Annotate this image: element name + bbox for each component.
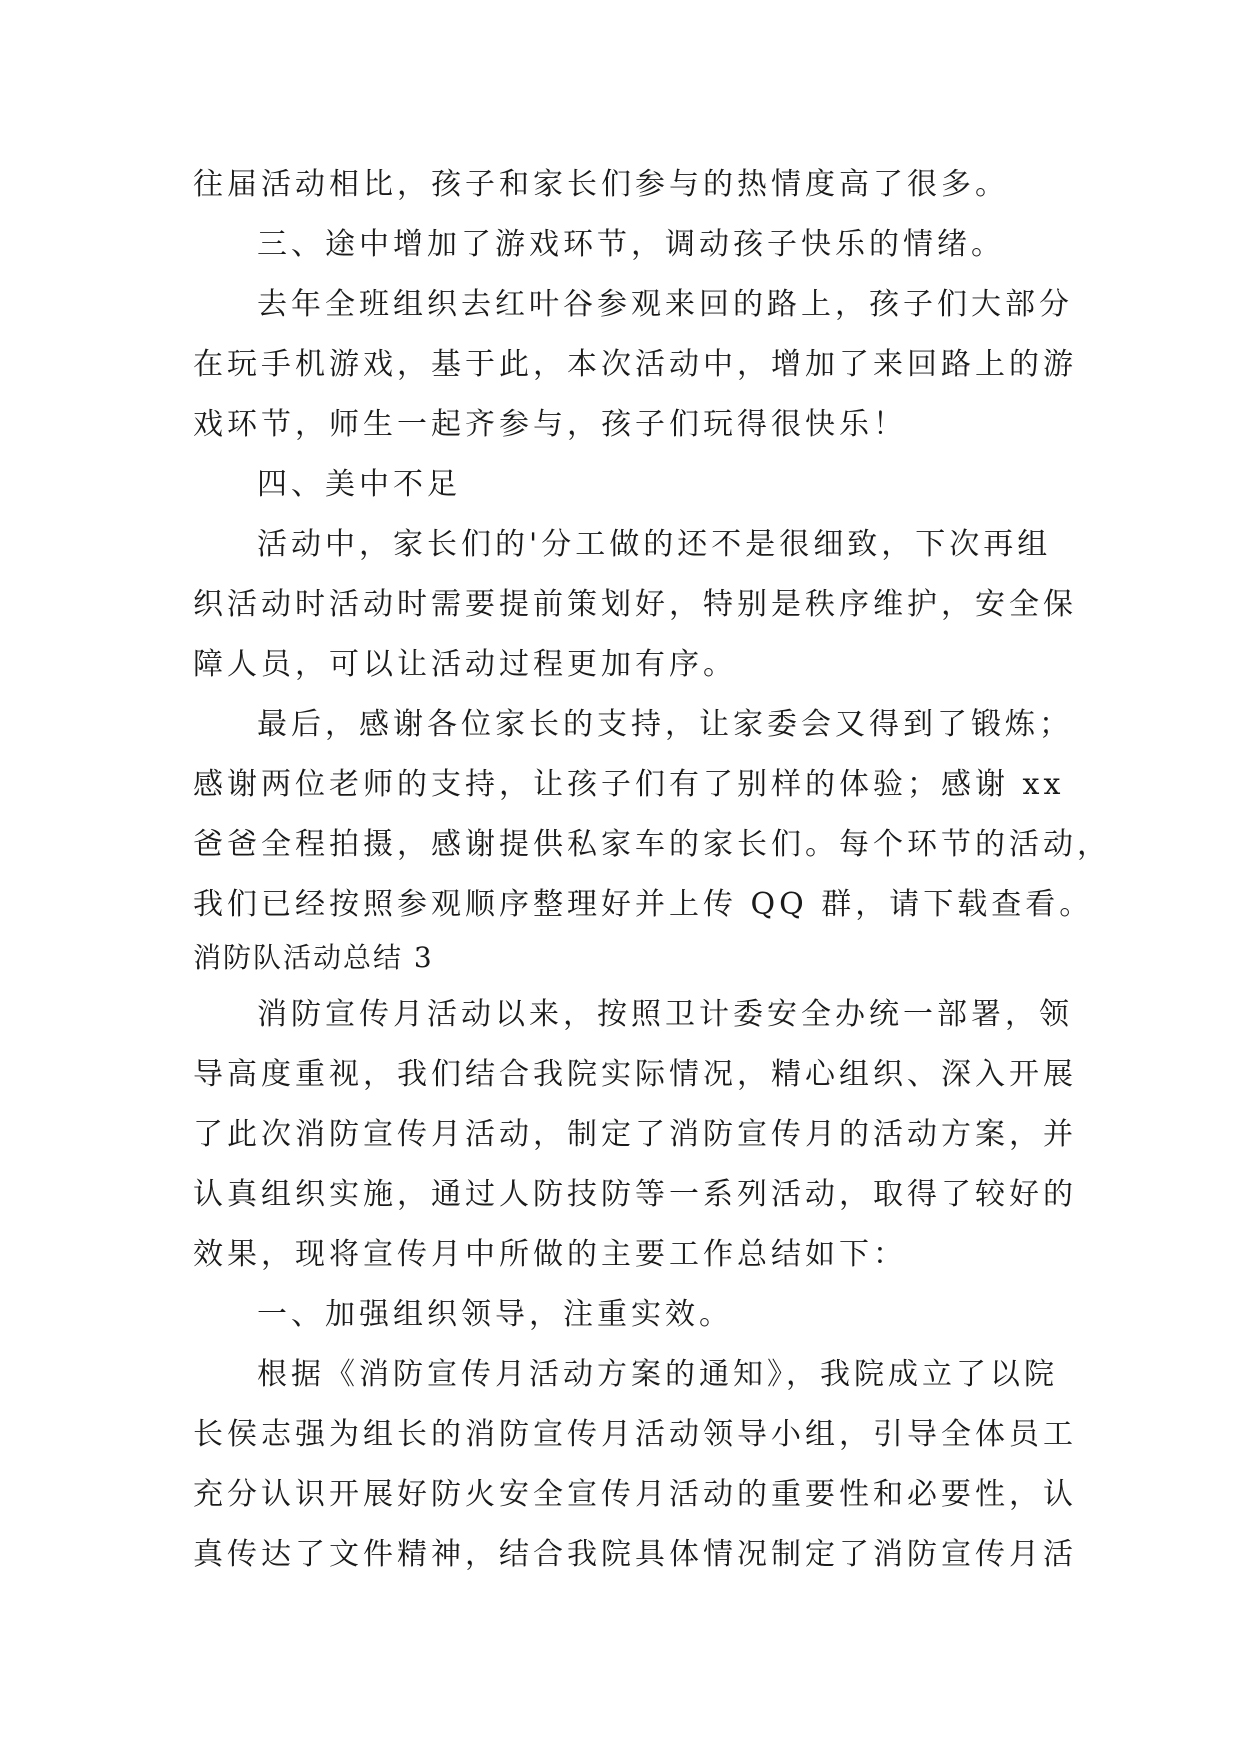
section-heading: 三、途中增加了游戏环节，调动孩子快乐的情绪。 (257, 227, 1005, 262)
document-title: 消防队活动总结 3 (193, 941, 434, 974)
document-body (193, 155, 1111, 1585)
text-line: 效果，现将宣传月中所做的主要工作总结如下： (193, 1237, 907, 1272)
text-line: 感谢两位老师的支持，让孩子们有了别样的体验；感谢 xx (193, 767, 1065, 802)
text-line: 真传达了文件精神，结合我院具体情况制定了消防宣传月活 (193, 1537, 1077, 1572)
text-line: 往届活动相比，孩子和家长们参与的热情度高了很多。 (193, 167, 1009, 202)
text-line: 导高度重视，我们结合我院实际情况，精心组织、深入开展 (193, 1057, 1077, 1092)
text-line: 认真组织实施，通过人防技防等一系列活动，取得了较好的 (193, 1177, 1077, 1212)
text-line: 织活动时活动时需要提前策划好，特别是秩序维护，安全保 (193, 587, 1077, 622)
text-line: 长侯志强为组长的消防宣传月活动领导小组，引导全体员工 (193, 1417, 1077, 1452)
section-heading: 一、加强组织领导，注重实效。 (257, 1297, 733, 1332)
text-line: 根据《消防宣传月活动方案的通知》，我院成立了以院 (257, 1357, 1058, 1392)
text-line: 爸爸全程拍摄，感谢提供私家车的家长们。每个环节的活动， (193, 827, 1111, 862)
text-line: 障人员，可以让活动过程更加有序。 (193, 647, 737, 682)
text-line: 我们已经按照参观顺序整理好并上传 QQ 群，请下载查看。 (193, 887, 1094, 922)
text-line: 消防宣传月活动以来，按照卫计委安全办统一部署，领 (257, 997, 1073, 1032)
text-line: 充分认识开展好防火安全宣传月活动的重要性和必要性，认 (193, 1477, 1077, 1512)
text-line: 了此次消防宣传月活动，制定了消防宣传月的活动方案，并 (193, 1117, 1077, 1152)
text-line: 最后，感谢各位家长的支持，让家委会又得到了锻炼； (257, 707, 1073, 742)
text-line: 在玩手机游戏，基于此，本次活动中，增加了来回路上的游 (193, 347, 1077, 382)
section-heading: 四、美中不足 (257, 467, 461, 502)
text-line: 活动中，家长们的'分工做的还不是很细致，下次再组 (257, 527, 1052, 562)
text-line: 戏环节，师生一起齐参与，孩子们玩得很快乐！ (193, 407, 907, 442)
text-line: 去年全班组织去红叶谷参观来回的路上，孩子们大部分 (257, 287, 1073, 322)
